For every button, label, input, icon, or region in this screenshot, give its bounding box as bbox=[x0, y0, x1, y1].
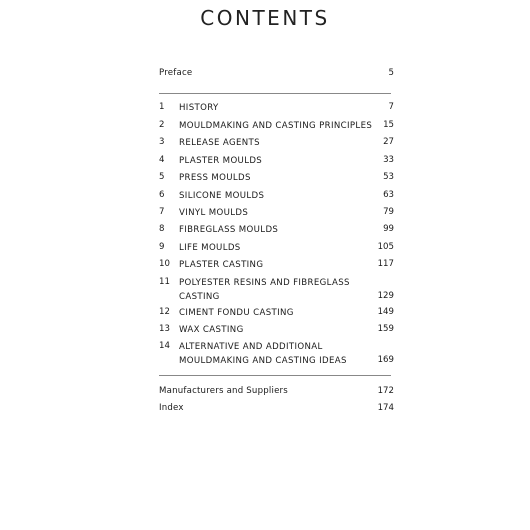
chapter-page: 79 bbox=[383, 207, 394, 217]
chapter-title: HISTORY bbox=[179, 103, 219, 113]
preface-title: Preface bbox=[159, 68, 193, 78]
chapter-title: FIBREGLASS MOULDS bbox=[179, 225, 279, 235]
chapter-number: 9 bbox=[159, 242, 165, 252]
chapter-title: WAX CASTING bbox=[179, 325, 244, 335]
divider-top bbox=[159, 93, 391, 94]
chapter-title: RELEASE AGENTS bbox=[179, 138, 260, 148]
chapter-title: POLYESTER RESINS AND FIBREGLASS bbox=[179, 278, 350, 288]
chapter-number: 2 bbox=[159, 120, 165, 130]
chapter-title: PLASTER MOULDS bbox=[179, 156, 263, 166]
preface-page: 5 bbox=[388, 68, 394, 78]
chapter-title-continued: CASTING bbox=[179, 291, 220, 302]
page-title: CONTENTS bbox=[200, 6, 330, 30]
back-matter-page: 172 bbox=[377, 386, 394, 396]
chapter-page: 7 bbox=[388, 102, 394, 112]
chapter-page: 149 bbox=[377, 307, 394, 317]
chapter-number: 7 bbox=[159, 207, 165, 217]
chapter-title: PRESS MOULDS bbox=[179, 173, 251, 183]
chapter-page: 159 bbox=[377, 324, 394, 334]
chapter-title-continued: MOULDMAKING AND CASTING IDEAS bbox=[179, 355, 347, 366]
chapter-number: 10 bbox=[159, 259, 170, 269]
chapter-number: 6 bbox=[159, 190, 165, 200]
chapter-number: 8 bbox=[159, 224, 165, 234]
chapter-title: PLASTER CASTING bbox=[179, 260, 264, 270]
chapter-page: 105 bbox=[377, 242, 394, 252]
back-matter-title: Manufacturers and Suppliers bbox=[159, 386, 288, 396]
back-matter-page: 174 bbox=[377, 403, 394, 413]
chapter-title: SILICONE MOULDS bbox=[179, 191, 265, 201]
chapter-page: 169 bbox=[377, 355, 394, 365]
chapter-page: 117 bbox=[377, 259, 394, 269]
chapter-number: 3 bbox=[159, 137, 165, 147]
chapter-title: CIMENT FONDU CASTING bbox=[179, 308, 294, 318]
chapter-title: LIFE MOULDS bbox=[179, 243, 241, 253]
chapter-page: 99 bbox=[383, 224, 394, 234]
chapter-page: 33 bbox=[383, 155, 394, 165]
chapter-title: MOULDMAKING AND CASTING PRINCIPLES bbox=[179, 121, 373, 131]
chapter-number: 11 bbox=[159, 277, 170, 287]
chapter-page: 27 bbox=[383, 137, 394, 147]
chapter-page: 53 bbox=[383, 172, 394, 182]
chapter-page: 129 bbox=[377, 291, 394, 301]
chapter-number: 5 bbox=[159, 172, 165, 182]
chapter-number: 14 bbox=[159, 341, 170, 351]
chapter-number: 1 bbox=[159, 102, 165, 112]
back-matter-title: Index bbox=[159, 403, 184, 413]
divider-bottom bbox=[159, 375, 391, 376]
chapter-number: 13 bbox=[159, 324, 170, 334]
chapter-title: VINYL MOULDS bbox=[179, 208, 249, 218]
chapter-page: 63 bbox=[383, 190, 394, 200]
chapter-number: 4 bbox=[159, 155, 165, 165]
chapter-number: 12 bbox=[159, 307, 170, 317]
chapter-page: 15 bbox=[383, 120, 394, 130]
chapter-title: ALTERNATIVE AND ADDITIONAL bbox=[179, 342, 323, 352]
